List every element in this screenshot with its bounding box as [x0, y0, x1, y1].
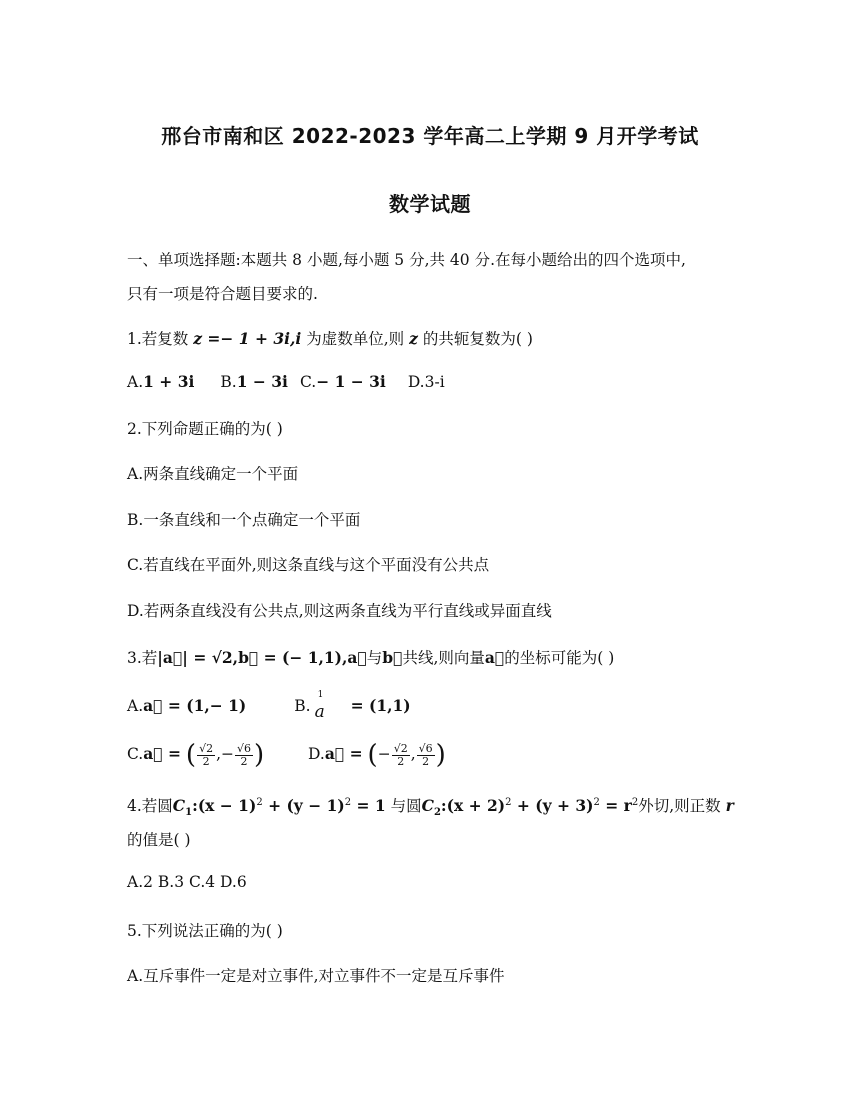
q3-option-b-label: B.	[294, 697, 311, 715]
q4-sq-e: 2	[631, 796, 639, 808]
exam-subtitle: 数学试题	[389, 192, 471, 216]
q3-option-b-a: a	[314, 702, 325, 722]
question-3-options-cd: C.a⃗ = ( $\frac{√2}{2}$ ,− $\frac{√6}{2}$ ) D.a⃗ = (− $\frac{√2}{2}$ , $\frac{√6}{2}$ )	[127, 740, 446, 770]
q4-prefix: 4.若圆	[127, 797, 173, 815]
q1-mid: 为虚数单位,则	[301, 330, 410, 348]
q1-option-a-label: A.	[127, 373, 144, 391]
q3-option-c-frac1: $\frac{√2}{2}$	[199, 741, 214, 768]
q3-option-a-label: A.	[127, 697, 144, 715]
q3-condition-b: b⃗ = (− 1,1),	[238, 648, 348, 667]
q3-option-d-lhs: a⃗ =	[324, 744, 363, 763]
question-5-stem: 5.下列说法正确的为( )	[127, 922, 283, 940]
q3-with: 与	[366, 649, 383, 667]
q3-option-a: a⃗ = (1,− 1)	[143, 696, 247, 715]
question-2-option-a: A.两条直线确定一个平面	[127, 465, 299, 483]
q4-eq2c: = r	[599, 796, 632, 815]
q4-sq-c: 2	[505, 796, 512, 808]
q3-option-d-sep: ,	[410, 745, 416, 763]
section-instruction-line1: 一、单项选择题:本题共 8 小题,每小题 5 分,共 40 分.在每小题给出的四个选项中,	[127, 251, 686, 269]
question-4-stem-line2: 的值是( )	[127, 831, 191, 849]
q1-expression: z =− 1 + 3i,i	[193, 329, 302, 348]
question-1-stem	[127, 327, 533, 349]
q3-option-d-frac1: $\frac{√2}{2}$	[393, 741, 408, 768]
q4-eq1c: = 1	[351, 796, 386, 815]
q3-option-c-sep: ,−	[216, 745, 234, 763]
q4-c2-sub: 2	[433, 807, 441, 819]
q4-eq1: :(x − 1)	[192, 796, 257, 815]
question-3-stem	[127, 646, 614, 668]
q3-condition-a: |a⃗| = √2,	[157, 648, 239, 667]
q4-c1: C	[172, 796, 186, 815]
q3-option-b-stack	[311, 692, 331, 722]
question-1-options	[127, 372, 445, 391]
q1-option-b: 1 − 3i	[236, 372, 288, 391]
q4-c2: C	[421, 796, 434, 815]
q4-eq2b: + (y + 3)	[511, 796, 594, 815]
q3-suffix: 的坐标可能为( )	[504, 649, 615, 667]
q4-c1-sub: 1	[185, 807, 193, 819]
q4-sq-a: 2	[256, 796, 263, 808]
q4-eq2: :(x + 2)	[440, 796, 506, 815]
q3-option-d-frac2: $\frac{√6}{2}$	[418, 741, 433, 768]
question-4-stem	[127, 794, 734, 818]
q3-option-c-frac2: $\frac{√6}{2}$	[237, 741, 252, 768]
q3-option-c-label: C.	[127, 745, 144, 763]
q1-option-b-label: B.	[220, 373, 237, 391]
q1-prefix: 1.若复数	[127, 330, 194, 348]
section-instruction-line2: 只有一项是符合题目要求的.	[127, 285, 318, 303]
q1-option-d: D.3-i	[407, 373, 445, 391]
q4-sq-d: 2	[593, 796, 600, 808]
q1-z: z	[409, 329, 418, 348]
q3-vector-b: b⃗	[382, 648, 403, 667]
q3-vector-a: a⃗	[347, 648, 367, 667]
q3-option-d-neg: −	[377, 745, 391, 763]
question-5-option-a: A.互斥事件一定是对立事件,对立事件不一定是互斥事件	[127, 967, 505, 985]
q3-option-d-label: D.	[308, 745, 325, 763]
q4-with: 与圆	[385, 797, 422, 815]
question-4-options: A.2 B.3 C.4 D.6	[127, 873, 247, 891]
question-2-option-c: C.若直线在平面外,则这条直线与这个平面没有公共点	[127, 556, 490, 574]
q1-suffix: 的共轭复数为( )	[417, 330, 533, 348]
q3-collinear: 共线,则向量	[402, 649, 485, 667]
question-2-stem: 2.下列命题正确的为( )	[127, 420, 283, 438]
q3-option-b: = (1,1)	[350, 696, 411, 715]
q4-r: r	[725, 796, 734, 815]
q3-option-c-lhs: a⃗ =	[143, 744, 181, 763]
q1-option-a: 1 + 3i	[143, 372, 195, 391]
q1-option-c-label: C.	[299, 373, 317, 391]
q3-option-b-one: 1	[317, 690, 324, 700]
q4-tangent: 外切,则正数	[638, 797, 726, 815]
question-3-options-ab	[127, 692, 411, 722]
q3-vector-a2: a⃗	[484, 648, 505, 667]
q1-option-c: − 1 − 3i	[316, 372, 386, 391]
exam-title: 邢台市南和区 2022-2023 学年高二上学期 9 月开学考试	[161, 124, 699, 148]
q4-eq1b: + (y − 1)	[262, 796, 345, 815]
question-2-option-b: B.一条直线和一个点确定一个平面	[127, 511, 361, 529]
q3-prefix: 3.若	[127, 649, 158, 667]
q4-sq-b: 2	[344, 796, 352, 808]
question-2-option-d: D.若两条直线没有公共点,则这两条直线为平行直线或异面直线	[127, 602, 552, 620]
